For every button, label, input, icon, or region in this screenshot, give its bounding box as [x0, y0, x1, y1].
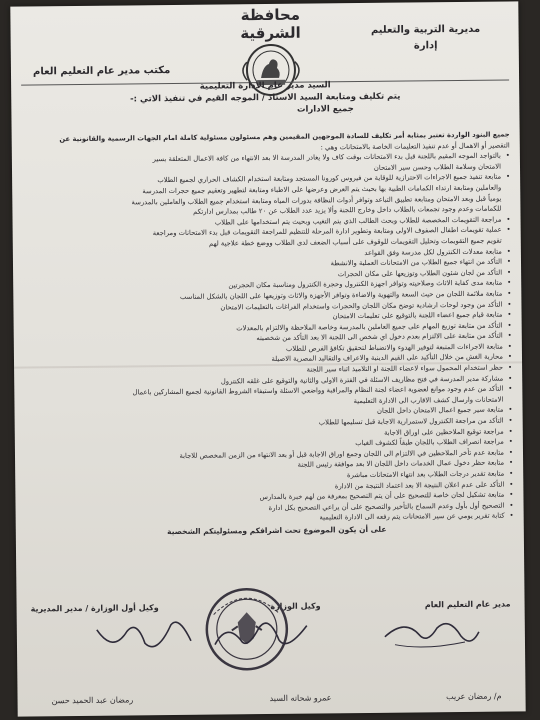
instruction-item: • عملية تقويمات اطفال الصفوف الاولى ومتابعة وتطوير ادارة المرحلة للتنظيم للمراجعة التقويمات قبل بدء الامتحانات ومراجعة [37, 225, 511, 241]
instruction-item: • متابعة تشكيل لجان خاصة للتصحيح على أن يتم التصحيح بمعرفة من لهم خبرة بالمدارس [39, 490, 513, 506]
instruction-item: • مراجعة توقيع الملاحظين على اوراق الاجابة [39, 426, 513, 442]
general-director-name: م/ رمضان عريب [446, 691, 502, 702]
instruction-item: • التأكد على عدم اعلان النتيجة الا بعد اعتماد النتيجة من الادارة [39, 479, 513, 495]
instruction-item: • متابعة سير جميع اعمال الامتحان داخل اللجان [39, 405, 513, 421]
addressee-line: السيد مدير عام الادارة التعليمية [199, 80, 331, 92]
instruction-item: • التصحيح أول بأول وعدم السماح بالتأخير والتصحيح على أن يراعي التصحيح بكل ادارة [40, 500, 514, 516]
instruction-item: • مراجعة انصراف الطلاب باللجان طبقاً لكشوف الغياب [39, 437, 513, 453]
recipients-line: جميع الادارات [296, 104, 354, 115]
instruction-item: • متابعة الاجراءات المتبعة لتوفير الهدوء والانضباط لتحقيق تكافؤ الفرص للطلاب [38, 341, 512, 357]
instruction-item: • متابعة عدم تأخر الملاحظين في الالتزام الى اللجان وجمع اوراق الاجابة قبل أو بعد الانتهاء من الزمن المخصص للاجابة [39, 447, 513, 463]
instruction-item: • محاربة الغش من خلال التأكيد على القيم الدينية والاعراف والتقاليد المصرية الاصيلة [38, 352, 512, 368]
instruction-item: • متابعة ملائمة اللجان من حيث السعة والتهوية والاضاءة وتوافر الأجهزة والاثاث وتوزيعها على اللجان بالشكل المناسب [37, 288, 511, 304]
instruction-item: • التأكد من متابعة توزيع المهام على جميع العاملين بالمدرسة وخاصة الملاحظة والالتزام بالمعدلات [38, 320, 512, 336]
first-deputy-signature [87, 617, 197, 658]
letterhead-right [350, 22, 500, 56]
first-deputy-title: وكيل أول الوزارة / مدير المديرية [30, 603, 159, 614]
deputy-signature [207, 616, 317, 657]
instruction-item: • مراجعة التقويمات المخصصة للطلاب وبحث الطالب الذي يتم التغيب وبحيث يتم استخدامها على الطلاب [37, 214, 511, 230]
instruction-continuation: والعاملين ومتابعة ارتداء الكمامات الطبية بها بحيث يتم العرض وعرضها على الاطباء ومتابعة لتطهير وتعقيم جميع حجرات المدرسة [142, 183, 502, 196]
instruction-item: • التأكد من لجان شئون الطلاب وتوزيعها على مكان الحجرات [37, 267, 511, 283]
instruction-continuation: الامتحان وسلامة الطلاب وحسن سير الامتحان [373, 162, 502, 172]
instructions-body [36, 129, 514, 539]
instruction-item: • متابعة تقدير درجات الطلاب بعد انتهاء الامتحانات مباشرة [39, 468, 513, 484]
instruction-item: • التأكد من مراجعة الكنترول لاستمرارية الاجابة قبل تسليمها للطلاب [39, 415, 513, 431]
instruction-continuation: يومياً قبل وبعد الامتحان ومتابعة تطبيق التباعد وتوافر أدوات النظافة بدورات المياه ومتابعة استخدام جميع الطلاب والعاملين بالمدرسة [131, 194, 502, 206]
instruction-item: • التأكد من متابعة على الالتزام بعدم دخول اي شخص الى اللجنة الا بعد التأكد من شخصيته [38, 331, 512, 347]
instruction-continuation: تقويم جميع التقويمات وتحليل التقويمات للوقوف على أسباب الضعف لدى الطلاب ووضع خطة علاجية لهم [208, 236, 502, 248]
document-page [10, 1, 525, 716]
general-director-title: مدير عام التعليم العام [424, 599, 511, 610]
signature-names [32, 691, 512, 708]
department-label: إدارة [413, 40, 438, 52]
deputy-title: وكيل الوزارة [270, 601, 321, 611]
closing-line: على أن يكون الموضوع تحت اشرافكم ومسئوليتكم الشخصية [167, 524, 387, 537]
instruction-item: • مشاركة مدير المدرسة في فتح مظاريف الاسئلة في الفترة الاولى والثانية والتوقيع على غلقه الكنترول [38, 373, 512, 389]
instruction-item: • التأكد من انتهاء جميع الطلاب من الامتحانات العملية والانشطة [37, 257, 511, 273]
office-label: مكتب مدير عام التعليم العام [32, 65, 171, 78]
instruction-item: • متابعة قيام جميع اعضاء اللجنة بالتوقيع على تعليمات الامتحان [38, 310, 512, 326]
assignment-line: يتم تكليف ومتابعة السيد الاستاذ / الموجه القيم في تنفيذ الاتي :- [130, 91, 401, 105]
addressee-block [51, 78, 479, 118]
instruction-item: • حظر استخدام المحمول سواء لاعضاء اللجنة او التلاميذ اثناء سير اللجنة [38, 363, 512, 379]
instruction-item: • التأكد من وجود لوحات ارشادية توضح مكان اللجان والحجرات واستخدام الفراغات بالتعليمات الامتحان [37, 299, 511, 315]
instruction-item: • كتابة تقرير يومي عن سير الامتحانات يتم رفعه الى الادارة التعليمية [40, 511, 514, 527]
governorate-title: محافظة الشرقية [240, 5, 301, 43]
instruction-item: • بالتواجد الموجه المقيم باللجنة قبل بدء الامتحانات بوقت كاف ولا يغادر المدرسة الا بعد الانتهاء من كافة الاعمال المتعلقة بسير [36, 151, 510, 167]
instructions-list [36, 151, 514, 527]
directorate-name: مديرية التربية والتعليم [370, 23, 481, 36]
general-director-signature [375, 614, 485, 655]
intro-line: جميع البنود الواردة تعتبر بمثابة أمر تكليف للسادة الموجهين المقيمين وهم مسئولون مسئولية كاملة امام الجهات الرسمية والقانونية عن [59, 130, 510, 144]
instruction-item: • متابعة مدى كفاية الاثاث وصلاحيته وتوافر اجهزة الكنترول وحجرة الكنترول ومناسبة مكان الحجرتين [37, 278, 511, 294]
instruction-item: • التأكد من عدم وجود موانع لعضوية اعضاء لجنة النظام والمراقبة وواضعي الاسئلة واستيفاء الشروط القانونية لجميع المشاركين باعمال [38, 384, 512, 400]
instruction-continuation: للكمامات وعدم وجود تجمعات بالطلاب داخل وخارج اللجنة وألا يزيد عدد الطلاب عن ٢٠ طالب بمدارس ادارتكم [193, 204, 502, 216]
instruction-continuation: الامتحانات وارسال كشف الاقارب الى الادارة التعليمية [353, 395, 504, 405]
instruction-item: • متابعة حظر دخول عمال الخدمات داخل اللجان الا بعد موافقة رئيس اللجنة [39, 458, 513, 474]
instruction-item: • متابعة تنفيذ جميع الاجراءات الاحترازية للوقاية من فيروس كورونا المستجد ومتابعة استخدام الكشاف الحراري لجميع الطلاب [36, 172, 510, 188]
intro-line: التقصير أو الاهمال أو عدم تنفيذ التعليمات الخاصة بالامتحانات وهي : [320, 141, 510, 152]
instruction-item: • متابعة معدلات الكنترول لكل مدرسة وفق القواعد [37, 246, 511, 262]
first-deputy-name: رمضان عبد الحميد حسن [51, 695, 134, 706]
deputy-name: عمرو شحاته السيد [269, 693, 332, 704]
